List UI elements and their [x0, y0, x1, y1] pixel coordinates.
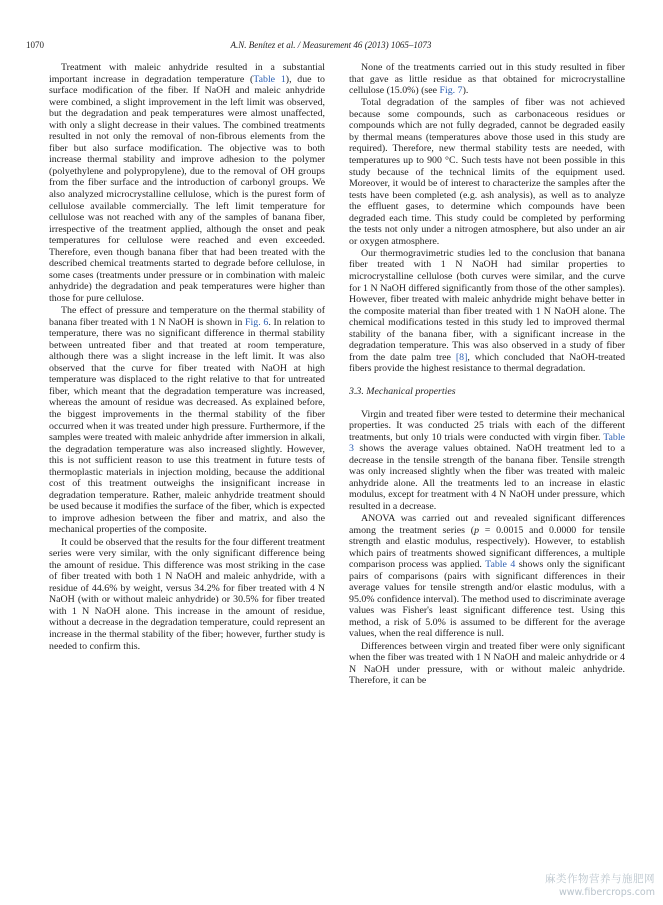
paragraph-text: . In relation to temperature, there was no significant difference in thermal stability between untreated fiber and that treated at room temperature, although there was a slight increase in the left limit. It was also observed that the curve for fiber treated with NaOH at high temperature was displaced to the right relative to that for untreated fiber, which meant that the degradation temperature was increased, whereas the amount of residue was decreased. As explained before, the biggest improvements in the thermal stability of the fiber occurred when it was treated under high pressure. Furthermore, if the samples were treated with maleic anhydride after immersion in alkali, the degradation temperature was also increased slightly. However, this is not sufficient reason to use this treatment in future tests of thermoplastic materials in injection molding, because the additional cost of this treatment outweighs the insignificant increase in degradation temperature. Rather, maleic anhydride treatment should be used because it modifies the surface of the fiber, which is expected to improve adhesion between the fiber and matrix, and also the mechanical properties of the composite.	[49, 316, 325, 536]
paragraph-text: None of the treatments carried out in this study resulted in fiber that gave as little residue as that obtained for microcrystalline cellulose (15.0%) (see	[349, 62, 625, 97]
cross-reference-link[interactable]: Table 3	[349, 431, 625, 455]
right-column	[349, 62, 625, 687]
body-paragraph	[349, 248, 625, 375]
paragraph-text: It could be observed that the results for the four different treatment series were very similar, with the only significant difference being the amount of residue. This difference was most striking in the case of fiber treated with both 1 N NaOH and maleic anhydride, with a residue of 44.6% by weight, versus 34.2% for fiber treated with 4 N NaOH (with or without maleic anhydride) or 30.5% for fiber treated with 1 N NaOH alone. This increase in the amount of residue, without a decrease in the degradation temperature, could represent an increase in the thermal stability of the fiber; however, further study is needed to confirm this.	[49, 536, 325, 652]
journal-citation: A.N. Benítez et al. / Measurement 46 (2013) 1065–1073	[230, 40, 432, 50]
cross-reference-link[interactable]: Fig. 6	[245, 316, 269, 328]
cross-reference-link[interactable]: Table 4	[485, 559, 516, 571]
paragraph-text: ).	[462, 85, 469, 97]
running-header	[26, 40, 636, 54]
body-paragraph	[349, 62, 625, 97]
cross-reference-link[interactable]: Table 1	[253, 73, 286, 85]
body-paragraph	[49, 62, 325, 304]
paragraph-text: Virgin and treated fiber were tested to determine their mechanical properties. It was conducted 25 trials with each of the different treatments, but only 10 trials were conducted with virgin fiber.	[349, 408, 625, 443]
cross-reference-link[interactable]: Fig. 7	[439, 85, 463, 97]
site-watermark	[545, 873, 655, 899]
page-number: 1070	[26, 40, 44, 50]
paragraph-text: Total degradation of the samples of fiber was not achieved because some compounds, such as carbonaceous residues or compounds which are not fully degraded, cannot be degraded easily by thermal means (temperatures above those used in this study are required). Therefore, new thermal stability tests are needed, with temperatures up to 900 °C. Such tests have not been possible in this study because of the technical limits of the equipment used. Moreover, it would be of interest to characterize the samples after the tests have been completed (e.g. ash analysis), as well as to analyze the effluent gases, to determine which compounds have been degraded each time. This study could be completed by performing the tests not only under a nitrogen atmosphere, but also under an air or oxygen atmosphere.	[349, 97, 625, 247]
left-column	[49, 62, 325, 652]
cross-reference-link[interactable]: [8]	[455, 351, 468, 363]
watermark-title: 麻类作物营养与施肥网	[545, 873, 655, 885]
paragraph-text: shows only the significant pairs of comparisons (pairs with significant differences in their average values for tensile strength and/or elastic modulus, with a 95.0% confidence interval). The method used to discriminate average values was Fisher's least significant difference test. Using this method, a risk of 5.0% is assumed to be different for the average values, when the real difference is null.	[349, 559, 625, 640]
paragraph-text: , which concluded that NaOH-treated fibers provide the highest resistance to thermal degradation.	[349, 351, 626, 375]
body-paragraph	[49, 305, 325, 536]
paragraph-text: Our thermogravimetric studies led to the conclusion that banana fiber treated with 1 N NaOH had similar properties to microcrystalline cellulose (both curves were similar, and the curve for 1 N NaOH differed significantly from those of the other samples). However, fiber treated with maleic anhydride might behave better in the composite material than fiber treated with 1 N NaOH alone. The chemical modifications tested in this study led to improved thermal stability of the banana fiber, with a significant increase in the degradation temperature. This was also observed in a study of fiber from the date palm tree	[349, 247, 625, 363]
paragraph-text: Treatment with maleic anhydride resulted in a substantial important increase in degradation temperature (	[49, 62, 325, 85]
body-paragraph	[49, 537, 325, 652]
paragraph-text: The effect of pressure and temperature on the thermal stability of banana fiber treated with 1 N NaOH is shown in	[49, 305, 325, 328]
body-paragraph	[349, 641, 625, 687]
paragraph-text: Differences between virgin and treated fiber were only significant when the fiber was treated with 1 N NaOH and maleic anhydride or 4 N NaOH under pressure, with or without maleic anhydride. Therefore, it can be	[349, 640, 625, 687]
paragraph-text: shows the average values obtained. NaOH treatment led to a decrease in the tensile strength of the banana fiber. Tensile strength was only increased slightly when the fiber was treated with maleic anhydride alone. All the treatments led to an increase in elastic modulus, except for treatment with 4 N NaOH under pressure, which resulted in a decrease.	[349, 443, 625, 512]
paragraph-text: ), due to surface modification of the fiber. If NaOH and maleic anhydride were combined, a slight improvement in the left limit was observed, but the degradation and peak temperatures were almost unaffected, with only a slight decrease in their values. The combined treatments resulted in not only the removal of non-fibrous elements from the fiber but also surface modification. The objective was to both increase thermal stability and improve adhesion to the polymer (polyethylene and polypropylene), due to the removal of OH groups from the fiber surface and the introduction of carbonyl groups. We also analyzed microcrystalline cellulose, which is the purest form of cellulose available commercially. The left limit temperature for cellulose was not reached with any of the samples of banana fiber, irrespective of the treatment applied, although the onset and peak temperatures for cellulose were reached and even exceeded. Therefore, even though banana fiber that had been treated with the described chemical treatments started to degrade before cellulose, in some cases (treatments under pressure or in combination with maleic anhydride) the degradation and peak temperatures were higher than those for pure cellulose.	[49, 73, 325, 304]
watermark-url: www.fibercrops.com	[558, 887, 655, 898]
section-heading: 3.3. Mechanical properties	[349, 385, 456, 397]
paragraph-text: ANOVA was carried out and revealed significant differences among the treatment series (	[349, 513, 625, 536]
body-paragraph	[349, 409, 625, 513]
body-paragraph	[349, 97, 625, 247]
paragraph-text: = 0.0015 and 0.0000 for tensile strength and elastic modulus, respectively). However, to establish which pairs of treatments showed significant differences, a multiple comparison process was applied.	[349, 524, 626, 571]
italic-symbol: p	[474, 524, 479, 536]
body-paragraph	[349, 513, 625, 640]
